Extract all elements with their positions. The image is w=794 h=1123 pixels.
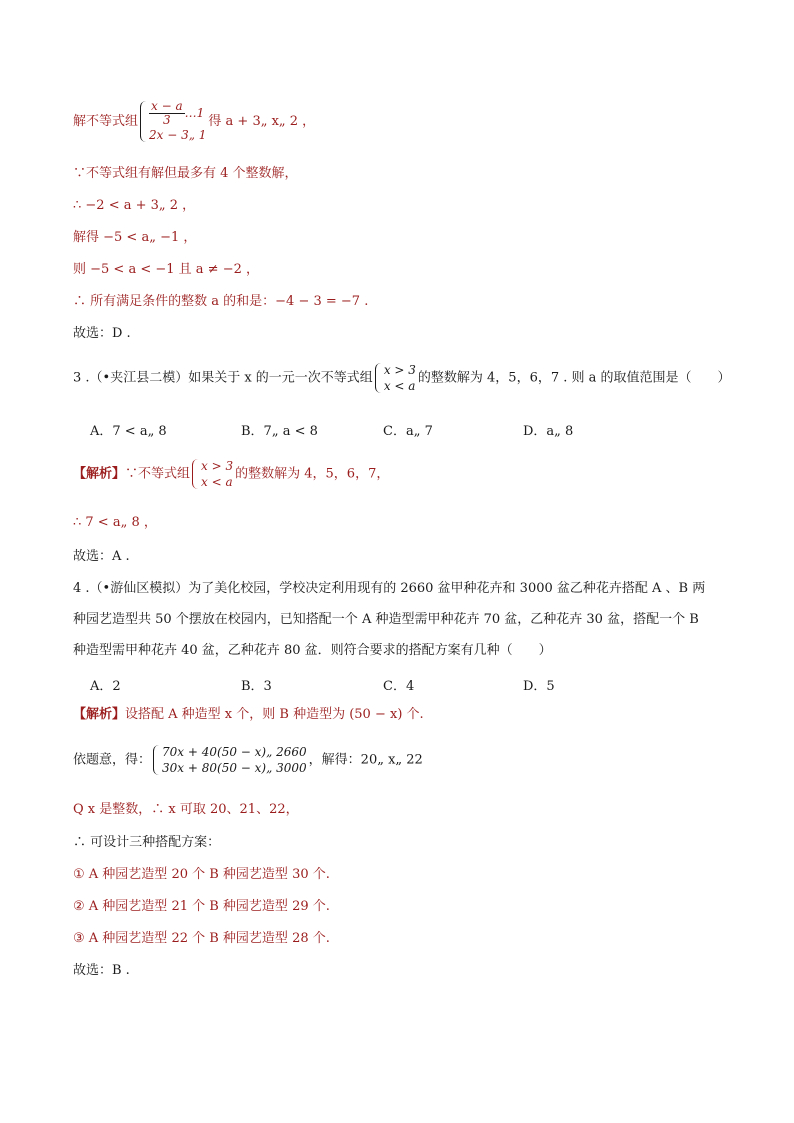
plan-line: ① A 种园艺造型 20 个 B 种园艺造型 30 个. (73, 867, 330, 882)
solution-line: 则 −5 < a < −1 且 a ≠ −2 ， (73, 262, 259, 277)
inequality-system: x > 3 x < a (375, 362, 416, 394)
question-4-stem-line-3: 种造型需甲种花卉 40 盆，乙种花卉 80 盆．则符合要求的搭配方案有几种（ ） (73, 643, 552, 658)
analysis-tag: 【解析】 (73, 466, 126, 482)
option-a[interactable]: A．2 (90, 679, 121, 694)
option-c[interactable]: C．4 (383, 679, 415, 694)
inequality-system: x > 3 x < a (192, 458, 233, 490)
analysis-tag: 【解析】 (73, 707, 126, 722)
answer-line: 故选：B . (73, 963, 130, 978)
inequality-system: $\frac{x - a}{3}$ …1 2x − 3„ 1 (140, 100, 206, 143)
plan-line: ② A 种园艺造型 21 个 B 种园艺造型 29 个. (73, 899, 330, 914)
option-b[interactable]: B．3 (241, 679, 272, 694)
question-4-stem-line-1: 4 .（•游仙区模拟）为了美化校园，学校决定利用现有的 2660 盆甲种花卉和 3000 盆乙种花卉搭配 A 、B 两 (73, 581, 706, 596)
plan-line: ③ A 种园艺造型 22 个 B 种园艺造型 28 个. (73, 931, 330, 946)
solution-line: ∴ −2 < a + 3„ 2 ， (73, 198, 196, 213)
solution-line: ∵不等式组有解但最多有 4 个整数解， (73, 166, 298, 181)
solution-line: Q x 是整数，∴ x 可取 20、21、22， (73, 802, 299, 817)
answer-line: 故选：D . (73, 326, 131, 341)
solution-line: 解得 −5 < a„ −1 ， (73, 230, 197, 245)
option-a[interactable]: A．7 < a„ 8 (90, 424, 167, 439)
equation-system-line: 依题意，得： 70x + 40(50 − x)„ 2660 30x + 80(50 − x)„ 3000 ，解得：20„ x„ 22 (73, 745, 423, 775)
option-c[interactable]: C．a„ 7 (383, 424, 433, 439)
solution-line: ∴ 可设计三种搭配方案： (73, 835, 221, 850)
solution-line: ∴ 7 < a„ 8 ， (73, 515, 157, 530)
question-4-analysis: 【解析】设搭配 A 种造型 x 个，则 B 种造型为 (50 − x) 个. (73, 707, 424, 722)
option-d[interactable]: D．5 (523, 679, 555, 694)
option-d[interactable]: D．a„ 8 (523, 424, 574, 439)
inequality-system: 70x + 40(50 − x)„ 2660 30x + 80(50 − x)„ 3000 (153, 744, 307, 776)
solve-system-line: 解不等式组 $\frac{x - a}{3}$ …1 2x − 3„ 1 得 a + 3„ x„ 2 ， (73, 99, 316, 142)
option-b[interactable]: B．7„ a < 8 (241, 424, 318, 439)
solution-line: ∴ 所有满足条件的整数 a 的和是：−4 − 3 = −7 . (73, 294, 369, 309)
question-3-stem: 3 .（•夹江县二模）如果关于 x 的一元一次不等式组 x > 3 x < a 的整数解为 4，5，6，7 . 则 a 的取值范围是（ ） (73, 363, 731, 393)
question-3-analysis: 【解析】∵不等式组 x > 3 x < a 的整数解为 4，5，6，7， (73, 459, 390, 489)
question-4-stem-line-2: 种园艺造型共 50 个摆放在校园内，已知搭配一个 A 种造型需甲种花卉 70 盆，乙种花卉 30 盆，搭配一个 B (73, 612, 699, 627)
answer-line: 故选：A . (73, 549, 130, 564)
